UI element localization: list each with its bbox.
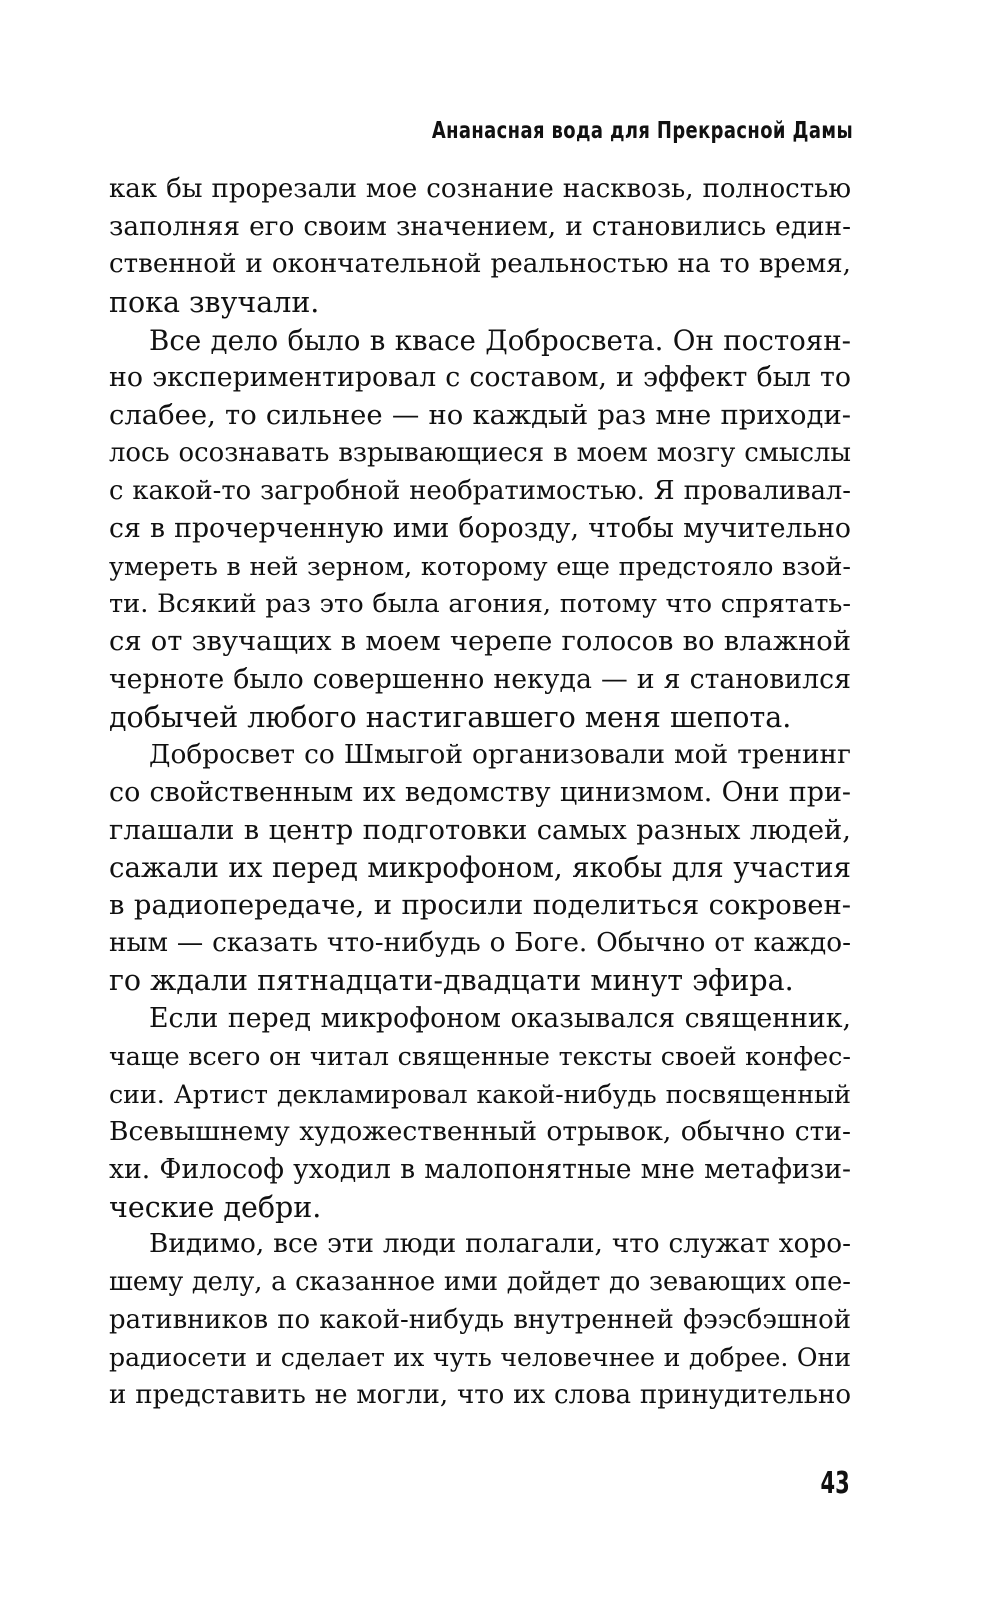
text-line: глашали в центр подготовки самых разных людей, <box>109 814 851 846</box>
page-number: 43 <box>820 1466 850 1501</box>
text-line: Все дело было в квасе Добросвета. Он постоян- <box>149 323 851 357</box>
text-line: и представить не могли, что их слова принудительно <box>109 1380 851 1410</box>
text-line: в радиопередаче, и просили поделиться сокровен- <box>109 890 851 922</box>
text-line: ти. Всякий раз это была агония, потому что спрятать- <box>109 588 851 619</box>
text-line: сии. Артист декламировал какой-нибудь посвященный <box>109 1079 851 1109</box>
text-line: Видимо, все эти люди полагали, что служат хоро- <box>149 1229 851 1260</box>
text-line: черноте было совершенно некуда — и я становился <box>109 663 851 695</box>
text-line: Добросвет со Шмыгой организовали мой тренинг <box>149 739 851 771</box>
text-line: добычей любого настигавшего меня шепота. <box>109 700 792 734</box>
text-line: чаще всего он читал священные тексты своей конфес- <box>109 1040 851 1071</box>
paragraph <box>109 1226 851 1414</box>
paragraph <box>109 1000 851 1226</box>
text-line: как бы прорезали мое сознание насквозь, полностью <box>109 174 851 204</box>
text-line: ным — сказать что-нибудь о Боге. Обычно от каждо- <box>109 927 851 958</box>
text-line: пока звучали. <box>109 286 320 320</box>
text-line: лось осознавать взрывающиеся в моем мозгу смыслы <box>109 437 851 468</box>
text-line: ственной и окончательной реальностью на то время, <box>109 249 851 280</box>
text-line: радиосети и сделает их чуть человечнее и добрее. Они <box>109 1343 851 1373</box>
text-line: Всевышнему художественный отрывок, обычно сти- <box>109 1116 851 1148</box>
text-line: умереть в ней зерном, которому еще предстояло взой- <box>109 550 851 581</box>
text-line: ся от звучащих в моем черепе голосов во влажной <box>109 626 851 658</box>
text-line: со свойственным их ведомству цинизмом. Они при- <box>109 777 851 808</box>
text-line: шему делу, а сказанное ими дойдет до зевающих опе- <box>109 1266 851 1297</box>
paragraph <box>109 736 851 1000</box>
text-line: ся в прочерченную ими борозду, чтобы мучительно <box>109 513 851 545</box>
paragraph <box>109 171 851 322</box>
text-line: но экспериментировал с составом, и эффект был то <box>109 362 851 394</box>
running-header: Ананасная вода для Прекрасной Дамы <box>431 118 853 144</box>
text-line: ческие дебри. <box>109 1190 322 1224</box>
text-line: Если перед микрофоном оказывался священник, <box>149 1003 851 1035</box>
text-line: ративников по какой-нибудь внутренней фээсбэшной <box>109 1304 851 1335</box>
text-line: слабее, то сильнее — но каждый раз мне приходи- <box>109 400 851 432</box>
text-line: хи. Философ уходил в малопонятные мне метафизи- <box>109 1153 851 1185</box>
text-line: го ждали пятнадцати-двадцати минут эфира. <box>109 964 794 998</box>
text-line: сажали их перед микрофоном, якобы для участия <box>109 851 851 885</box>
paragraph <box>109 322 851 737</box>
text-line: с какой-то загробной необратимостью. Я проваливал- <box>109 475 851 506</box>
text-line: заполняя его своим значением, и становились един- <box>109 211 851 242</box>
body-text <box>109 171 851 1415</box>
